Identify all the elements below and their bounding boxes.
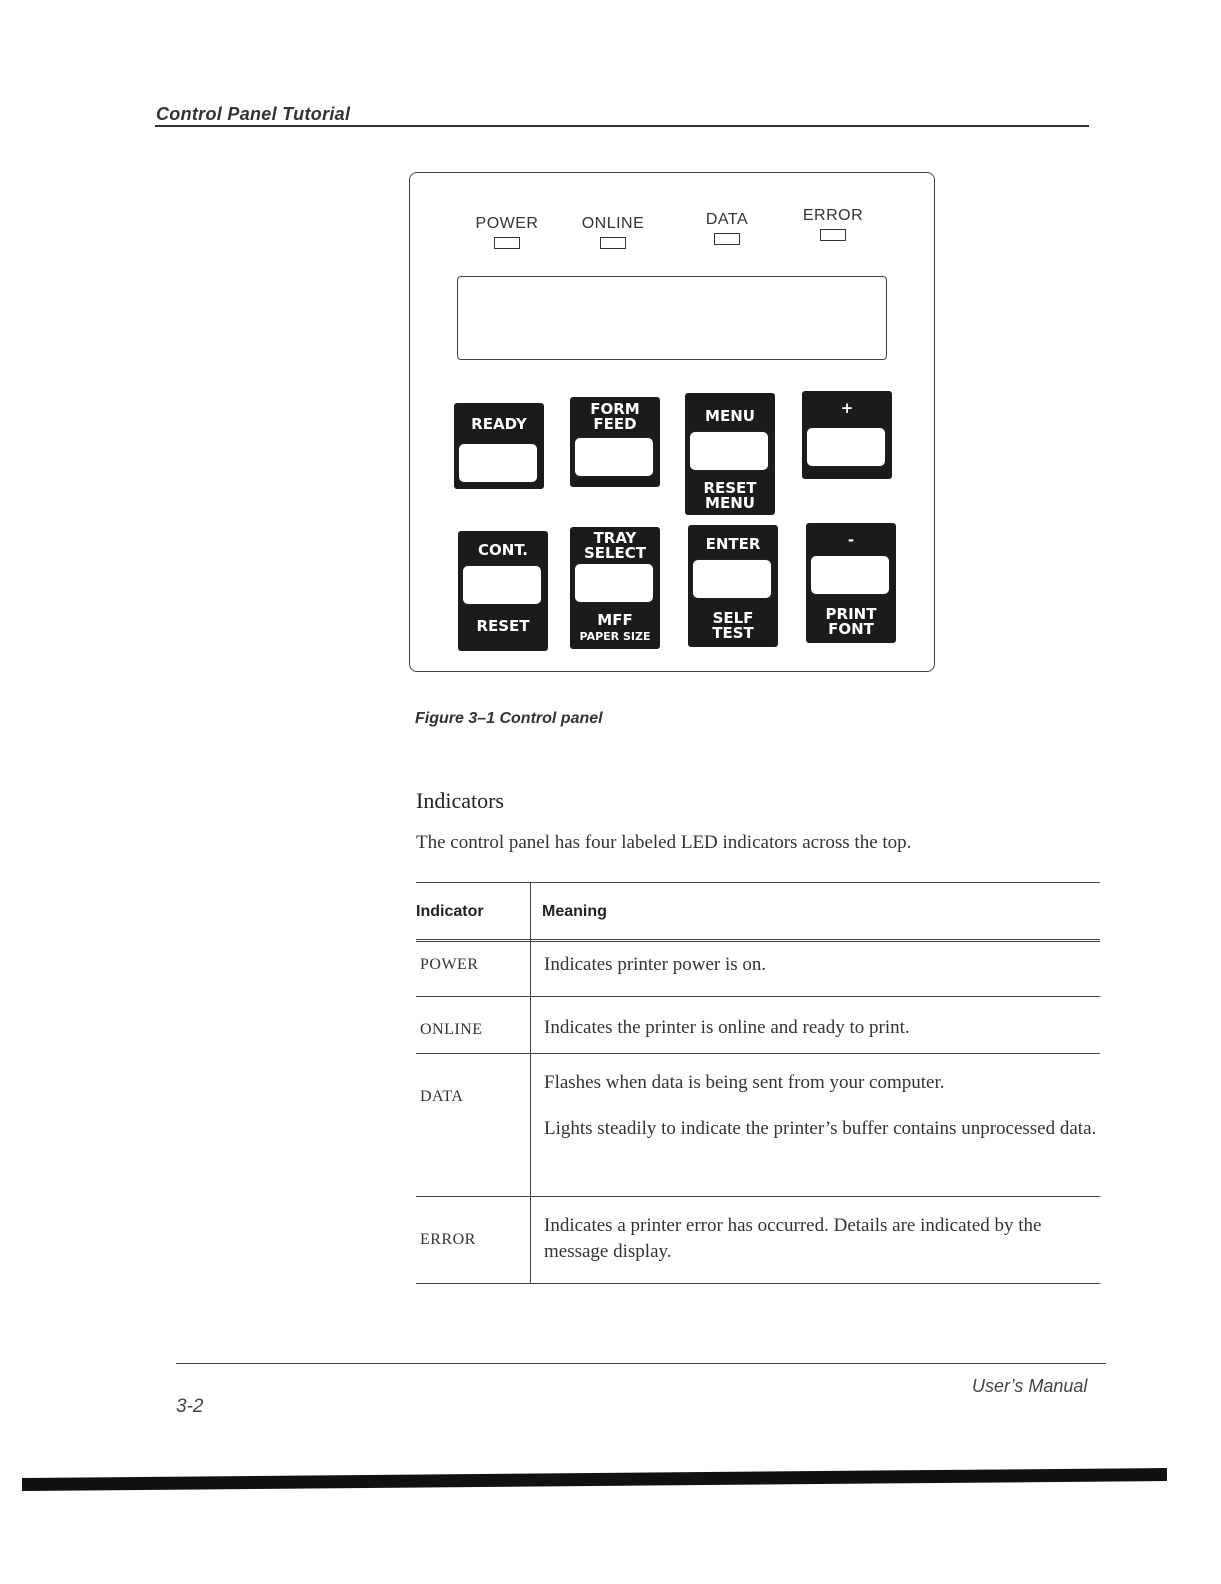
minus-key-pad [810,555,890,595]
reset-label: RESET [476,617,530,635]
column-divider [530,1197,531,1283]
indicator-table [416,882,1100,1284]
header-meaning: Meaning [542,903,607,920]
error-indicator [788,207,878,241]
control-panel-figure [409,172,935,672]
online-indicator-label: ONLINE [581,215,645,232]
minus-key-label: - [847,531,855,549]
data-indicator-label: DATA [705,211,749,228]
cont-key-label: CONT. [478,541,528,559]
message-display [457,276,887,360]
running-head: Control Panel Tutorial [156,104,351,124]
plus-key-label: + [840,399,854,417]
header-indicator: Indicator [416,903,484,920]
enter-key-label: ENTER [705,535,761,553]
table-header [416,882,1100,942]
ready-key-pad [458,443,538,483]
row-meaning: Indicates the printer is online and ready to print. [544,1017,910,1038]
section-intro: The control panel has four labeled LED indicators across the top. [416,832,912,853]
error-indicator-label: ERROR [802,207,864,224]
form-feed-key-label: FORM FEED [590,400,640,433]
data-indicator [682,211,772,245]
ready-key [454,403,544,489]
row-indicator: ERROR [420,1231,476,1248]
form-feed-key [570,397,660,487]
table-row [416,1197,1100,1284]
online-led-icon [600,237,626,249]
cont-key [458,531,548,651]
manual-title: User’s Manual [972,1376,1088,1396]
table-row [416,997,1100,1054]
footer-rule [176,1363,1106,1364]
print-font-label: PRINT FONT [825,605,877,638]
page-number: 3-2 [176,1396,204,1417]
enter-key [688,525,778,647]
row-meaning: Flashes when data is being sent from your computer. Lights steadily to indicate the printer’s buffer contains unprocessed data. [544,1072,1097,1139]
table-row [416,1054,1100,1197]
online-indicator [568,215,658,249]
power-indicator-label: POWER [475,215,539,232]
row-indicator: POWER [420,956,479,973]
reset-menu-label: RESET MENU [703,479,757,512]
figure-caption: Figure 3–1 Control panel [415,710,603,727]
row-indicator: ONLINE [420,1021,483,1038]
plus-key [802,391,892,479]
header-rule [155,125,1089,127]
bottom-bar [22,1468,1167,1491]
error-led-icon [820,229,846,241]
menu-key [685,393,775,515]
tray-select-key-pad [574,563,654,603]
column-divider [530,1054,531,1196]
row-meaning: Indicates a printer error has occurred. Details are indicated by the message display. [544,1215,1042,1262]
mff-label: MFF [597,611,633,629]
column-divider [530,942,531,996]
column-divider [530,883,531,942]
power-led-icon [494,237,520,249]
ready-key-label: READY [471,415,527,433]
table-row [416,942,1100,997]
plus-key-pad [806,427,886,467]
column-divider [530,997,531,1053]
form-feed-key-pad [574,437,654,477]
section-heading: Indicators [416,788,504,813]
row-meaning: Indicates printer power is on. [544,954,767,975]
self-test-label: SELF TEST [712,609,754,642]
row-indicator: DATA [420,1088,464,1105]
enter-key-pad [692,559,772,599]
data-led-icon [714,233,740,245]
menu-key-pad [689,431,769,471]
tray-select-key [570,527,660,649]
minus-key [806,523,896,643]
power-indicator [462,215,552,249]
paper-size-label: PAPER SIZE [579,630,651,643]
cont-key-pad [462,565,542,605]
menu-key-label: MENU [705,407,755,425]
tray-select-key-label: TRAY SELECT [583,529,647,562]
